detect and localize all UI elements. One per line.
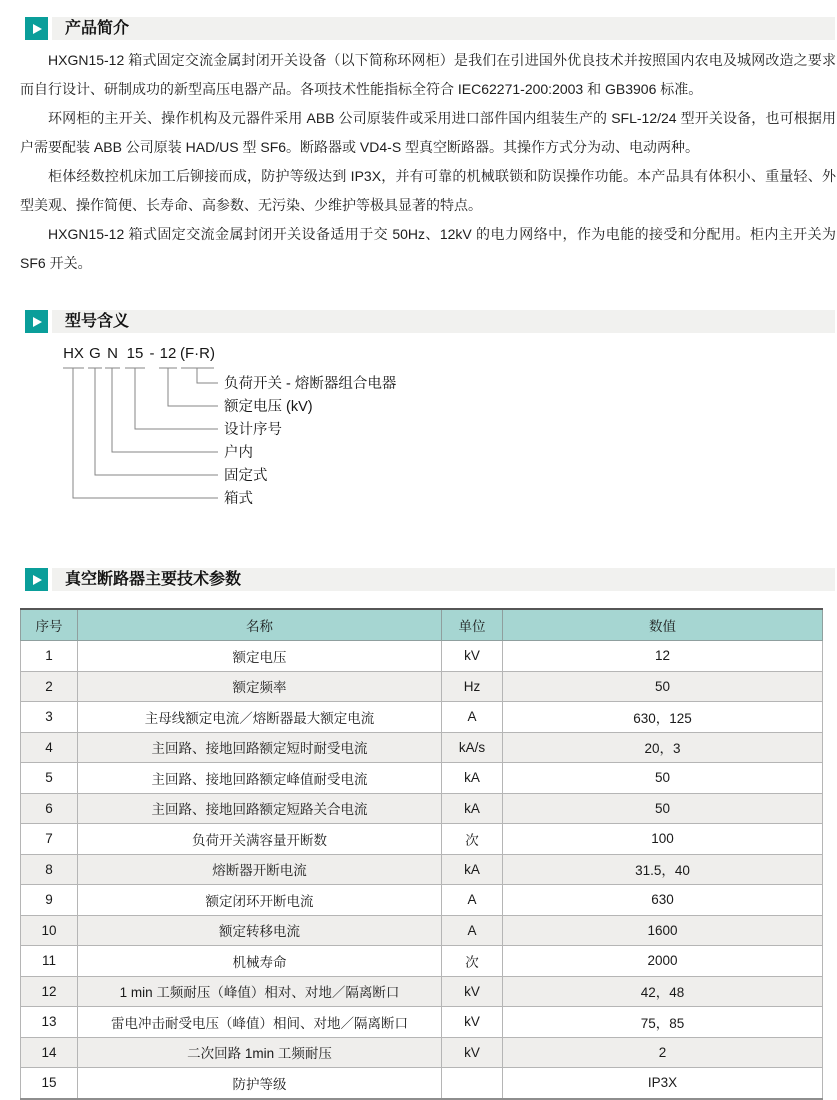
table-row — [21, 641, 823, 672]
table-row — [21, 854, 823, 885]
table-row — [21, 1037, 823, 1068]
table-row — [21, 671, 823, 702]
cell-no: 2 — [21, 671, 78, 702]
cell-value: 100 — [503, 824, 823, 855]
cell-no: 5 — [21, 763, 78, 794]
cell-no: 10 — [21, 915, 78, 946]
cell-no: 11 — [21, 946, 78, 977]
cell-no: 4 — [21, 732, 78, 763]
model-token-fr: (F·R) — [180, 345, 215, 362]
section-play-icon — [25, 310, 48, 333]
cell-value: 50 — [503, 671, 823, 702]
cell-value: 12 — [503, 641, 823, 672]
model-label-rated-voltage: 额定电压 (kV) — [224, 399, 313, 415]
table-row — [21, 1007, 823, 1038]
model-token-hx: HX — [63, 345, 84, 362]
cell-unit — [442, 1068, 503, 1099]
cell-value: 75，85 — [503, 1007, 823, 1038]
triangle-icon — [33, 575, 42, 585]
cell-name: 额定转移电流 — [78, 915, 442, 946]
table-row — [21, 824, 823, 855]
intro-paragraph-1: HXGN15-12 箱式固定交流金属封闭开关设备（以下简称环网柜）是我们在引进国外优良技术并按照国内农电及城网改造之要求而自行设计、研制成功的新型高压电器产品。各项技术性能指标全符合 IEC62271-200:2003 和 GB3906 标准。 — [20, 52, 836, 97]
cell-unit: kA — [442, 854, 503, 885]
cell-unit: kV — [442, 976, 503, 1007]
cell-name: 雷电冲击耐受电压（峰值）相间、对地／隔离断口 — [78, 1007, 442, 1038]
cell-value: 1600 — [503, 915, 823, 946]
cell-name: 主回路、接地回路额定峰值耐受电流 — [78, 763, 442, 794]
header-cell-no: 序号 — [21, 609, 78, 641]
cell-value: 630 — [503, 885, 823, 916]
cell-unit: kV — [442, 1007, 503, 1038]
section-play-icon — [25, 17, 48, 40]
cell-unit: 次 — [442, 824, 503, 855]
cell-value: 20，3 — [503, 732, 823, 763]
params-section-title: 真空断路器主要技术参数 — [65, 571, 242, 588]
connector-line — [135, 368, 218, 429]
model-label-design-serial: 设计序号 — [224, 422, 282, 438]
model-label-load-switch-fuse: 负荷开关 - 熔断器组合电器 — [224, 376, 397, 392]
intro-paragraph-4: HXGN15-12 箱式固定交流金属封闭开关设备适用于交 50Hz、12kV 的电力网络中，作为电能的接受和分配用。柜内主开关为 SF6 开关。 — [20, 226, 836, 271]
triangle-icon — [33, 24, 42, 34]
cell-unit: A — [442, 885, 503, 916]
model-label-fixed-type: 固定式 — [224, 468, 268, 484]
cell-unit: Hz — [442, 671, 503, 702]
cell-no: 13 — [21, 1007, 78, 1038]
cell-value: 2000 — [503, 946, 823, 977]
table-row — [21, 976, 823, 1007]
table-header-row — [21, 609, 823, 641]
header-cell-name: 名称 — [78, 609, 442, 641]
connector-line — [197, 368, 218, 383]
cell-no: 9 — [21, 885, 78, 916]
model-section-title: 型号含义 — [65, 313, 130, 330]
cell-unit: kA — [442, 793, 503, 824]
triangle-icon — [33, 317, 42, 327]
cell-no: 3 — [21, 702, 78, 733]
params-section-header — [0, 568, 837, 591]
cell-name: 二次回路 1min 工频耐压 — [78, 1037, 442, 1068]
cell-name: 防护等级 — [78, 1068, 442, 1099]
connector-line — [112, 368, 218, 452]
model-section-header — [0, 310, 837, 333]
table-row — [21, 763, 823, 794]
cell-name: 额定频率 — [78, 671, 442, 702]
intro-paragraphs — [20, 46, 836, 278]
table-row — [21, 732, 823, 763]
cell-value: 31.5，40 — [503, 854, 823, 885]
model-token-dash: - — [149, 345, 155, 362]
cell-no: 14 — [21, 1037, 78, 1068]
section-title-bar — [52, 310, 835, 333]
cell-name: 负荷开关满容量开断数 — [78, 824, 442, 855]
cell-unit: kA/s — [442, 732, 503, 763]
cell-value: 630，125 — [503, 702, 823, 733]
cell-no: 7 — [21, 824, 78, 855]
table-row — [21, 885, 823, 916]
cell-value: 50 — [503, 793, 823, 824]
cell-name: 机械寿命 — [78, 946, 442, 977]
intro-paragraph-3: 柜体经数控机床加工后铆接而成，防护等级达到 IP3X，并有可靠的机械联锁和防误操作功能。本产品具有体积小、重量轻、外型美观、操作简便、长寿命、高参数、无污染、少维护等极具显著的特点。 — [20, 168, 836, 213]
model-label-box-type: 箱式 — [224, 491, 253, 507]
cell-name: 主母线额定电流／熔断器最大额定电流 — [78, 702, 442, 733]
connector-line — [95, 368, 218, 475]
section-title-bar — [52, 568, 835, 591]
cell-name: 主回路、接地回路额定短时耐受电流 — [78, 732, 442, 763]
header-cell-value: 数值 — [503, 609, 823, 641]
header-cell-unit: 单位 — [442, 609, 503, 641]
connector-line — [168, 368, 218, 406]
cell-name: 额定电压 — [78, 641, 442, 672]
cell-name: 熔断器开断电流 — [78, 854, 442, 885]
cell-value: 42，48 — [503, 976, 823, 1007]
model-label-indoor: 户内 — [224, 445, 253, 461]
intro-section-title: 产品简介 — [65, 20, 130, 37]
cell-no: 6 — [21, 793, 78, 824]
cell-name: 额定闭环开断电流 — [78, 885, 442, 916]
cell-unit: kV — [442, 1037, 503, 1068]
table-row — [21, 946, 823, 977]
model-token-15: 15 — [126, 345, 144, 362]
intro-paragraph-2: 环网柜的主开关、操作机构及元器件采用 ABB 公司原装件或采用进口部件国内组装生产的 SFL-12/24 型开关设备，也可根据用户需要配装 ABB 公司原装 HAD/US 型 SF6。断路器或 VD4-S 型真空断路器。其操作方式分为动、电动两种。 — [20, 110, 836, 155]
cell-no: 12 — [21, 976, 78, 1007]
cell-value: 2 — [503, 1037, 823, 1068]
cell-unit: A — [442, 702, 503, 733]
cell-no: 8 — [21, 854, 78, 885]
cell-no: 15 — [21, 1068, 78, 1099]
table-row — [21, 1068, 823, 1099]
cell-value: 50 — [503, 763, 823, 794]
cell-unit: 次 — [442, 946, 503, 977]
cell-unit: A — [442, 915, 503, 946]
model-token-g: G — [89, 345, 101, 362]
cell-value: IP3X — [503, 1068, 823, 1099]
technical-parameters-table — [20, 608, 823, 1100]
section-play-icon — [25, 568, 48, 591]
model-token-12: 12 — [159, 345, 177, 362]
model-token-n: N — [107, 345, 118, 362]
table-row — [21, 702, 823, 733]
cell-no: 1 — [21, 641, 78, 672]
cell-unit: kA — [442, 763, 503, 794]
table-row — [21, 915, 823, 946]
cell-name: 主回路、接地回路额定短路关合电流 — [78, 793, 442, 824]
table-row — [21, 793, 823, 824]
section-title-bar — [52, 17, 835, 40]
model-designation-diagram — [0, 342, 460, 517]
intro-section-header — [0, 17, 837, 40]
cell-unit: kV — [442, 641, 503, 672]
cell-name: 1 min 工频耐压（峰值）相对、对地／隔离断口 — [78, 976, 442, 1007]
